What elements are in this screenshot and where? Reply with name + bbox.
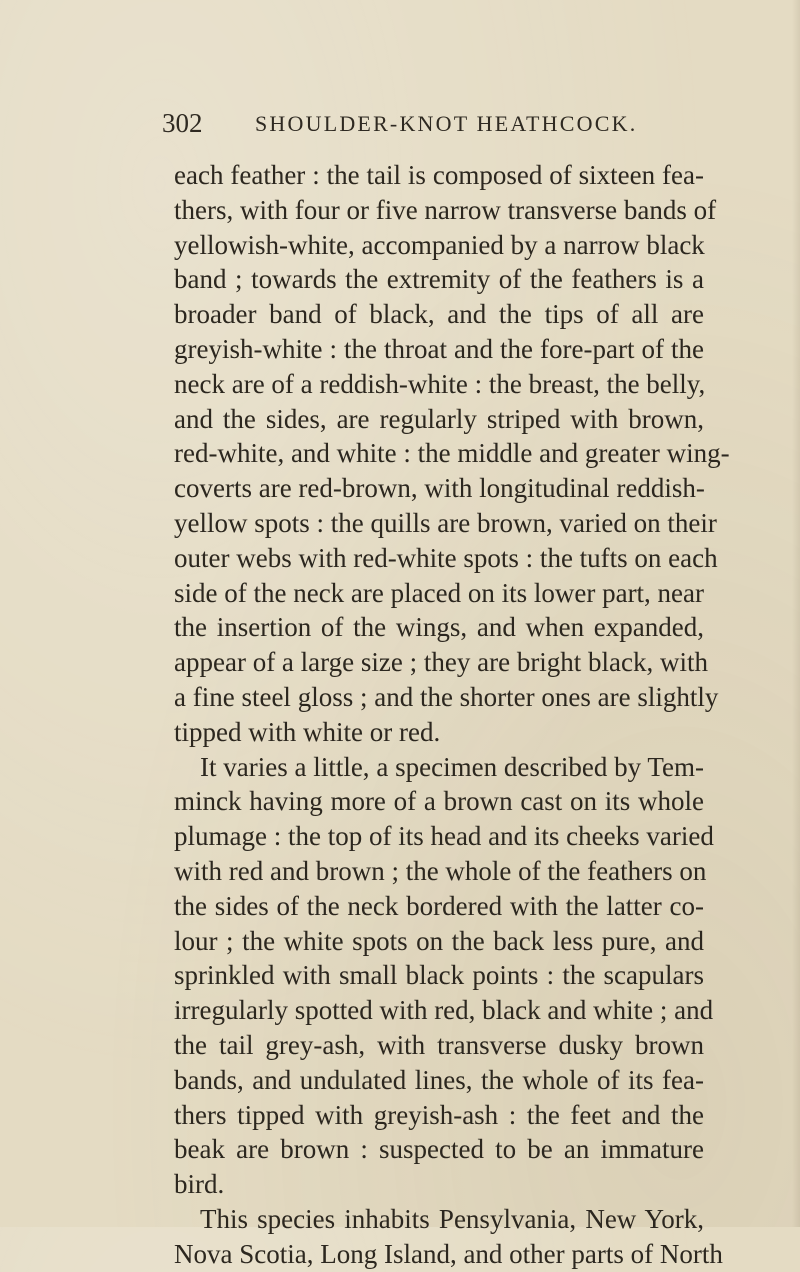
text-line: broader band of black, and the tips of all are (174, 299, 704, 330)
text-line: thers, with four or five narrow transverse bands of (174, 194, 717, 225)
paragraph-start-line: It varies a little, a specimen described by Tem- (200, 751, 704, 782)
text-line: sprinkled with small black points : the scapulars (174, 960, 704, 991)
text-line: with red and brown ; the whole of the feathers on (174, 855, 707, 886)
text-line: lour ; the white spots on the back less pure, and (174, 925, 704, 956)
page-number: 302 (162, 108, 203, 138)
text-line: neck are of a reddish-white : the breast, the belly, (174, 368, 706, 399)
body-text (174, 158, 730, 1272)
text-line: the insertion of the wings, and when expanded, (174, 612, 704, 643)
text-line: greyish-white : the throat and the fore-part of the (174, 333, 704, 364)
running-head (162, 108, 722, 148)
text-line: thers tipped with greyish-ash : the feet and the (174, 1099, 704, 1130)
text-line: plumage : the top of its head and its cheeks varied (174, 821, 714, 852)
text-line: side of the neck are placed on its lower part, near (174, 577, 705, 608)
text-line: minck having more of a brown cast on its whole (174, 786, 704, 817)
paragraph-start-line: This species inhabits Pensylvania, New York, (200, 1203, 704, 1234)
text-line: band ; towards the extremity of the feathers is a (174, 264, 704, 295)
text-line: yellow spots : the quills are brown, varied on their (174, 507, 717, 538)
text-line: the sides of the neck bordered with the latter co- (174, 890, 704, 921)
text-line: Nova Scotia, Long Island, and other parts of North (174, 1238, 723, 1269)
page-edge-shadow (792, 0, 800, 1227)
paragraph-end-line: tipped with white or red. (174, 716, 441, 747)
text-line: irregularly spotted with red, black and white ; and (174, 995, 714, 1026)
text-line: the tail grey-ash, with transverse dusky brown (174, 1029, 704, 1060)
paragraph-end-line: bird. (174, 1169, 225, 1200)
text-line: red-white, and white : the middle and greater wing- (174, 438, 730, 469)
text-line: coverts are red-brown, with longitudinal reddish- (174, 473, 705, 504)
text-line: and the sides, are regularly striped with brown, (174, 403, 704, 434)
text-line: yellowish-white, accompanied by a narrow black (174, 229, 705, 260)
running-title: SHOULDER-KNOT HEATHCOCK. (255, 111, 638, 136)
text-line: bands, and undulated lines, the whole of its fea- (174, 1064, 704, 1095)
text-line: beak are brown : suspected to be an immature (174, 1134, 704, 1165)
text-line: appear of a large size ; they are bright black, with (174, 647, 709, 678)
text-line: each feather : the tail is composed of sixteen fea- (174, 160, 704, 190)
text-line: a fine steel gloss ; and the shorter ones are slightly (174, 681, 719, 712)
text-line: outer webs with red-white spots : the tufts on each (174, 542, 718, 573)
